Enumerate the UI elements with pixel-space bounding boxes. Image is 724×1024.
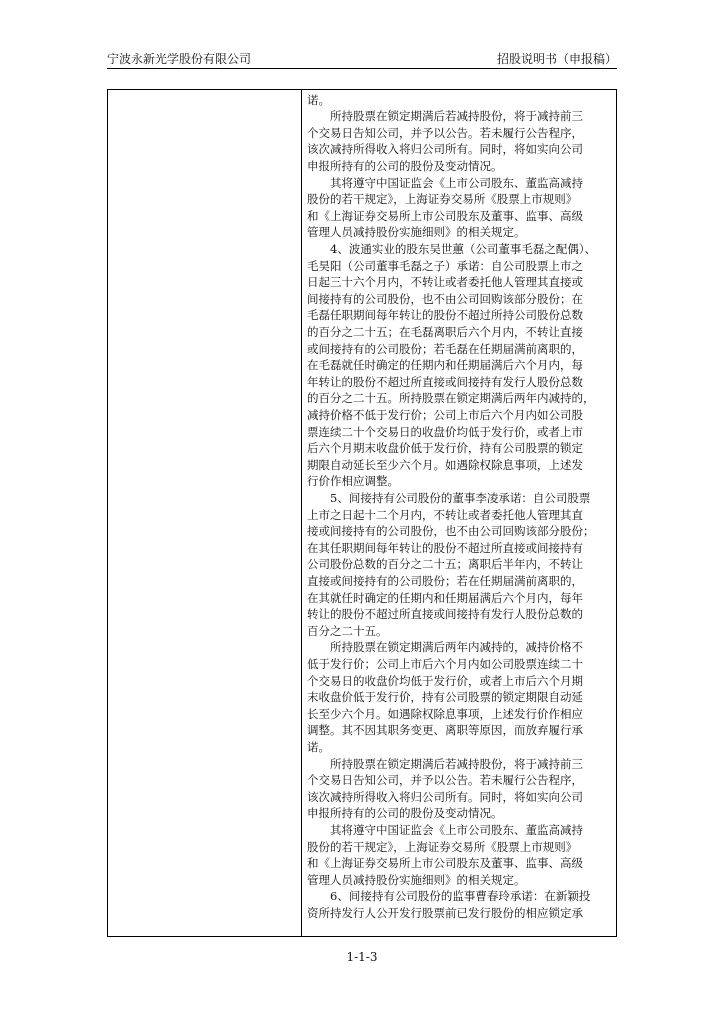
text-line: 后六个月期末收盘价低于发行价，持有公司股票的锁定 <box>307 441 583 456</box>
text-line: 管理人员减持股份实施细则》的相关规定。 <box>307 225 526 240</box>
company-name: 宁波永新光学股份有限公司 <box>107 52 252 66</box>
text-line: 在其就任时确定的任期内和任期届满后六个月内，每年 <box>307 590 583 605</box>
text-line: 直接或间接持有的公司股份；若在任期届满前离职的， <box>307 573 583 588</box>
text-line: 5、间接持有公司股份的董事李凌承诺：自公司股票 <box>307 490 591 505</box>
text-line: 调整。其不因其职务变更、离职等原因，而放弃履行承 <box>307 723 583 738</box>
text-line: 管理人员减持股份实施细则》的相关规定。 <box>307 872 526 887</box>
text-line: 间接持有的公司股份，也不由公司回购该部分股份；在 <box>307 291 583 306</box>
text-line: 在其任职期间每年转让的股份不超过所直接或间接持有 <box>307 540 583 555</box>
text-line: 和《上海证券交易所上市公司股东及董事、监事、高级 <box>307 208 583 223</box>
text-line: 在毛磊就任时确定的任期内和任期届满后六个月内，每 <box>307 358 583 373</box>
text-line: 的百分之二十五。所持股票在锁定期满后两年内减持的， <box>307 391 595 406</box>
text-line: 上市之日起十二个月内，不转让或者委托他人管理其直 <box>307 507 583 522</box>
text-line: 4、波通实业的股东吴世蕙（公司董事毛磊之配偶）、 <box>307 241 597 256</box>
text-line: 和《上海证券交易所上市公司股东及董事、监事、高级 <box>307 856 583 871</box>
text-line: 股份的若干规定》，上海证券交易所《股票上市规则》 <box>307 839 578 854</box>
text-line: 申报所持有的公司的股份及变动情况。 <box>307 806 503 821</box>
text-line: 资所持发行人公开发行股票前已发行股份的相应锁定承 <box>307 905 583 920</box>
text-line: 期限自动延长至少六个月。如遇除权除息事项，上述发 <box>307 457 583 472</box>
text-line: 低于发行价；公司上市后六个月内如公司股票连续二十 <box>307 656 583 671</box>
text-line: 转让的股份不超过所直接或间接持有发行人股份总数的 <box>307 607 583 622</box>
text-line: 申报所持有的公司的股份及变动情况。 <box>307 158 503 173</box>
text-line: 个交易日告知公司，并予以公告。若未履行公告程序， <box>307 773 583 788</box>
text-line: 或间接持有的公司股份；若毛磊在任期届满前离职的， <box>307 341 583 356</box>
text-line: 减持价格不低于发行价；公司上市后六个月内如公司股 <box>307 407 583 422</box>
text-line: 接或间接持有的公司股份，也不由公司回购该部分股份； <box>307 524 595 539</box>
text-line: 末收盘价低于发行价，持有公司股票的锁定期限自动延 <box>307 690 583 705</box>
text-line: 票连续二十个交易日的收盘价均低于发行价，或者上市 <box>307 424 583 439</box>
text-line: 该次减持所得收入将归公司所有。同时，将如实向公司 <box>307 142 583 157</box>
text-line: 长至少六个月。如遇除权除息事项，上述发行价作相应 <box>307 706 583 721</box>
text-line: 所持股票在锁定期满后若减持股份，将于减持前三 <box>307 109 583 124</box>
text-line: 毛磊任职期间每年转让的股份不超过所持公司股份总数 <box>307 308 583 323</box>
text-line: 股份的若干规定》，上海证券交易所《股票上市规则》 <box>307 192 578 207</box>
text-line: 的百分之二十五；在毛磊离职后六个月内，不转让直接 <box>307 324 583 339</box>
text-line: 百分之二十五。 <box>307 623 388 638</box>
right-column-cell <box>303 90 616 936</box>
text-line: 行价作相应调整。 <box>307 474 399 489</box>
left-column-cell <box>108 90 302 936</box>
text-line: 年转让的股份不超过所直接或间接持有发行人股份总数 <box>307 374 583 389</box>
text-line: 毛昊阳（公司董事毛磊之子）承诺：自公司股票上市之 <box>307 258 583 273</box>
text-line: 其将遵守中国证监会《上市公司股东、董监高减持 <box>307 175 583 190</box>
text-line: 诺。 <box>307 739 330 754</box>
content-table <box>107 89 617 937</box>
page-header <box>107 48 617 69</box>
text-line: 所持股票在锁定期满后若减持股份，将于减持前三 <box>307 756 583 771</box>
text-line: 公司股份总数的百分之二十五；离职后半年内，不转让 <box>307 557 583 572</box>
text-line: 日起三十六个月内，不转让或者委托他人管理其直接或 <box>307 275 583 290</box>
page-number: 1-1-3 <box>346 950 378 964</box>
text-line: 所持股票在锁定期满后两年内减持的，减持价格不 <box>307 640 583 655</box>
text-line: 个交易日告知公司，并予以公告。若未履行公告程序， <box>307 125 583 140</box>
text-line: 个交易日的收盘价均低于发行价，或者上市后六个月期 <box>307 673 583 688</box>
text-line: 其将遵守中国证监会《上市公司股东、董监高减持 <box>307 822 583 837</box>
text-line: 该次减持所得收入将归公司所有。同时，将如实向公司 <box>307 789 583 804</box>
text-line: 诺。 <box>307 92 330 107</box>
document-title: 招股说明书（申报稿） <box>496 52 617 66</box>
text-line: 6、间接持有公司股份的监事曹春玲承诺：在新颖投 <box>307 889 591 904</box>
